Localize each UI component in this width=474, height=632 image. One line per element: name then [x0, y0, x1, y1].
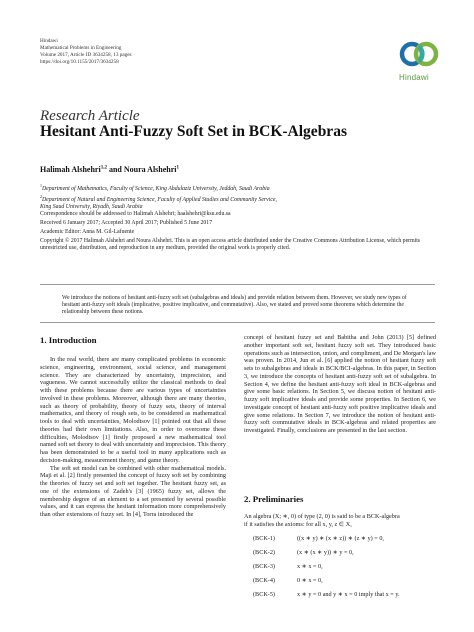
axiom-label: (BCK-1) [253, 535, 275, 542]
author-name[interactable]: Halimah Alshehri [40, 165, 101, 174]
axiom-bck-1 [253, 535, 384, 542]
journal-name: Mathematical Problems in Engineering [40, 45, 122, 51]
axiom-label: (BCK-5) [253, 591, 275, 598]
publication-dates: Received 6 January 2017; Accepted 30 April 2017; Published 5 June 2017 [40, 220, 213, 226]
author-connector: and [106, 165, 124, 174]
paragraph: In the real world, there are many complicated problems in economic science, engineering, environment, social science, and management science. They are characterized by uncertainty, imprecision, and vagueness. We cannot successfully utilize the classical methods to deal with these problems because there are various types of uncertainties involved in these problems. Moreover, although there are many theories, such as theory of probability, theory of fuzzy sets, theory of interval mathematics, and theory of rough sets, to be considered as mathematical tools to deal with uncertainties, Molodtsov [1] pointed out that all these theories had their own limitations. Also, in order to overcome these difficulties, Molodtsov [1] firstly proposed a new mathematical tool named soft set theory to deal with uncertainty and imprecision. This theory has been demonstrated to be a useful tool in many applications such as decision-making, measurement theory, and game theory. [40, 356, 226, 464]
affiliation-text: King Saud University, Riyadh, Saudi Arabia [40, 203, 143, 210]
paragraph-line: An algebra (X; ∗, 0) of type (2, 0) is said to be a BCK-algebra [244, 513, 400, 520]
article-type: Research Article [40, 108, 140, 124]
axiom-formula: x ∗ x = 0, [297, 563, 323, 570]
introduction-right-column [244, 334, 436, 435]
axiom-bck-4 [253, 577, 323, 584]
axiom-label: (BCK-4) [253, 577, 275, 584]
paragraph-line: if it satisfies the axioms: for all x, y, z ∈ X, [244, 520, 352, 528]
affiliation-2 [40, 193, 277, 211]
axiom-formula: ((x ∗ y) ∗ (x ∗ z)) ∗ (z ∗ y) = 0, [297, 535, 384, 542]
author-affiliation-marker: 1 [176, 165, 180, 171]
volume-line: Volume 2017, Article ID 3634258, 13 pages [40, 52, 132, 58]
journal-header [40, 38, 132, 66]
correspondence: Correspondence should be addressed to Halimah Alshehri; haalshehri@ksu.edu.sa [40, 211, 231, 217]
affiliation-marker: 2 [40, 194, 42, 199]
introduction-left-column [40, 356, 226, 519]
paragraph: concept of hesitant fuzzy set and Babitha and John (2013) [5] defined another important soft set, hesitant fuzzy soft set. They introduced basic operations such as intersection, union, and compliment, and De Morgan's law was proven. In 2014, Jun et al. [6] applied the notion of hesitant fuzzy soft sets to subalgebras and ideals in BCK/BCI-algebras. In this paper, in Section 3, we introduce the concepts of hesitant anti-fuzzy soft set of subalgebra. In Section 4, we define the hesitant anti-fuzzy soft ideal in BCK-algebras and give some basic relations. In Section 5, we discuss notion of hesitant anti-fuzzy soft implicative ideals and provide some properties. In Section 6, we investigate concept of hesitant anti-fuzzy soft positive implicative ideals and give some relations. In Section 7, we introduce the notion of hesitant anti-fuzzy soft commutative ideals in BCK-algebras and related properties are investigated. Finally, conclusions are presented in the last section. [244, 334, 436, 434]
axiom-formula: 0 ∗ x = 0, [297, 577, 323, 584]
doi-link[interactable]: https://doi.org/10.1155/2017/3634258 [40, 59, 119, 65]
hindawi-logo-text: Hindawi [399, 73, 429, 82]
axiom-label: (BCK-3) [253, 563, 275, 570]
affiliation-text: Department of Natural and Engineering Science, Faculty of Applied Studies and Community Service, [42, 196, 277, 203]
axiom-bck-3 [253, 563, 323, 570]
affiliation-text: Department of Mathematics, Faculty of Science, King Abdulaziz University, Jeddah, Saudi Arabia [42, 185, 270, 192]
paragraph: The soft set model can be combined with other mathematical models. Maji et al. [2] firstly presented the concept of fuzzy soft set by combining the theories of fuzzy set and soft set together. The hesitant fuzzy set, as one of the extensions of Zadeh's [3] (1965) fuzzy set, allows the membership degree of an element to a set presented by several possible values, and it can express the hesitant information more comprehensively than other extensions of fuzzy set. In [4], Torra introduced the [40, 464, 226, 518]
axiom-formula: (x ∗ (x ∗ y)) ∗ y = 0, [297, 549, 354, 556]
affiliation-marker: 1 [40, 183, 42, 188]
axiom-bck-2 [253, 549, 354, 556]
copyright-notice: Copyright © 2017 Halimah Alshehri and Noura Alshehri. This is an open access article distributed under the Creative Commons Attribution License, which permits unrestricted use, distribution, and reproduction in any medium, provided the original work is properly cited. [40, 238, 421, 251]
author-name[interactable]: Noura Alshehri [123, 165, 177, 174]
article-title: Hesitant Anti-Fuzzy Soft Set in BCK-Algebras [40, 123, 347, 140]
author-list [40, 165, 179, 174]
axiom-label: (BCK-2) [253, 549, 275, 556]
section-heading-introduction: 1. Introduction [40, 335, 97, 345]
abstract-bottom-rule [40, 322, 435, 323]
axiom-bck-5 [253, 591, 400, 598]
affiliation-1 [40, 182, 270, 193]
preliminaries-intro [244, 513, 436, 529]
abstract: We introduce the notions of hesitant anti-fuzzy soft set (subalgebras and ideals) and provide relation between them. However, we study new types of hesitant anti-fuzzy soft ideals (implicative, positive implicative, and commutative). Also, we stated and proved some theorems which determine the relationship between these notions. [62, 295, 407, 315]
publisher-name: Hindawi [40, 38, 58, 44]
axiom-formula: x ∗ y = 0 and y ∗ x = 0 imply that x = y. [297, 591, 400, 598]
academic-editor: Academic Editor: Anna M. Gil-Lafuente [40, 229, 135, 235]
section-heading-preliminaries: 2. Preliminaries [244, 494, 304, 504]
author-affiliation-marker: 1,2 [100, 165, 107, 171]
abstract-top-rule [40, 284, 435, 285]
